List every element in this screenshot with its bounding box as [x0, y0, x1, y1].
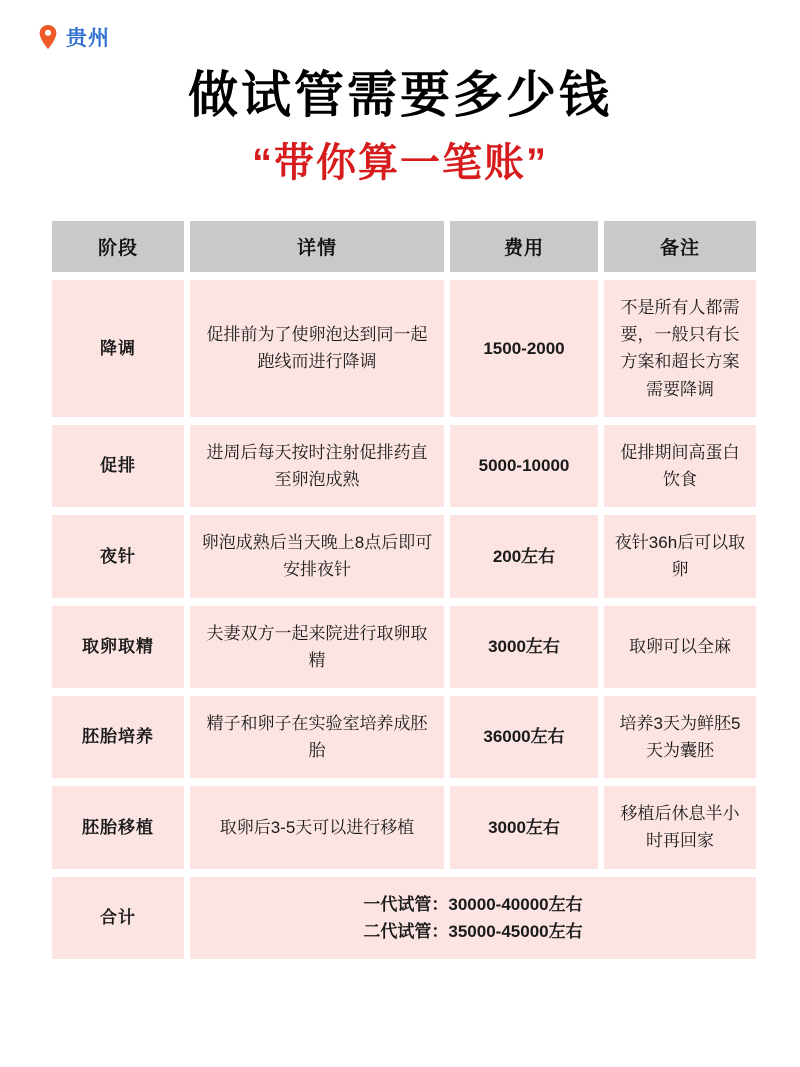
column-header-stage: 阶段: [52, 221, 184, 272]
cost-table: [46, 213, 762, 967]
column-header-fee: 费用: [450, 221, 598, 272]
cell-note: 培养3天为鲜胚5天为囊胚: [604, 696, 756, 778]
table-row: [52, 425, 756, 507]
cell-detail: 精子和卵子在实验室培养成胚胎: [190, 696, 444, 778]
cell-detail: 卵泡成熟后当天晚上8点后即可安排夜针: [190, 515, 444, 597]
cell-stage: 夜针: [52, 515, 184, 597]
cell-detail: 进周后每天按时注射促排药直至卵泡成熟: [190, 425, 444, 507]
table-row: [52, 696, 756, 778]
cell-stage: 胚胎培养: [52, 696, 184, 778]
column-header-detail: 详情: [190, 221, 444, 272]
cell-fee: 200左右: [450, 515, 598, 597]
cell-fee: 36000左右: [450, 696, 598, 778]
cell-total-label: 合计: [52, 877, 184, 959]
cell-note: 夜针36h后可以取卵: [604, 515, 756, 597]
cell-stage: 促排: [52, 425, 184, 507]
cell-fee: 3000左右: [450, 606, 598, 688]
cell-note: 移植后休息半小时再回家: [604, 786, 756, 868]
cell-stage: 胚胎移植: [52, 786, 184, 868]
cell-stage: 取卵取精: [52, 606, 184, 688]
total-line-second: 二代试管：35000-45000左右: [363, 921, 583, 941]
cell-fee: 3000左右: [450, 786, 598, 868]
total-line-first: 一代试管：30000-40000左右: [363, 894, 583, 914]
cell-fee: 5000-10000: [450, 425, 598, 507]
cell-note: 取卵可以全麻: [604, 606, 756, 688]
table-row: [52, 606, 756, 688]
cell-total-value: [190, 877, 756, 959]
table-total-row: [52, 877, 756, 959]
cell-fee: 1500-2000: [450, 280, 598, 417]
table-row: [52, 786, 756, 868]
column-header-note: 备注: [604, 221, 756, 272]
table-row: [52, 515, 756, 597]
cost-table-wrapper: [46, 213, 754, 967]
page-title: 做试管需要多少钱: [188, 67, 612, 123]
cell-note: 促排期间高蛋白饮食: [604, 425, 756, 507]
page-subtitle: “带你算一笔账”: [252, 141, 548, 185]
table-row: [52, 280, 756, 417]
location-pin-icon: [38, 24, 58, 50]
cell-stage: 降调: [52, 280, 184, 417]
brand-row: [0, 0, 800, 52]
table-header-row: [52, 221, 756, 272]
cell-note: 不是所有人都需要，一般只有长方案和超长方案需要降调: [604, 280, 756, 417]
cell-detail: 夫妻双方一起来院进行取卵取精: [190, 606, 444, 688]
cell-detail: 取卵后3-5天可以进行移植: [190, 786, 444, 868]
brand-label: 贵州: [66, 27, 110, 50]
cell-detail: 促排前为了使卵泡达到同一起跑线而进行降调: [190, 280, 444, 417]
